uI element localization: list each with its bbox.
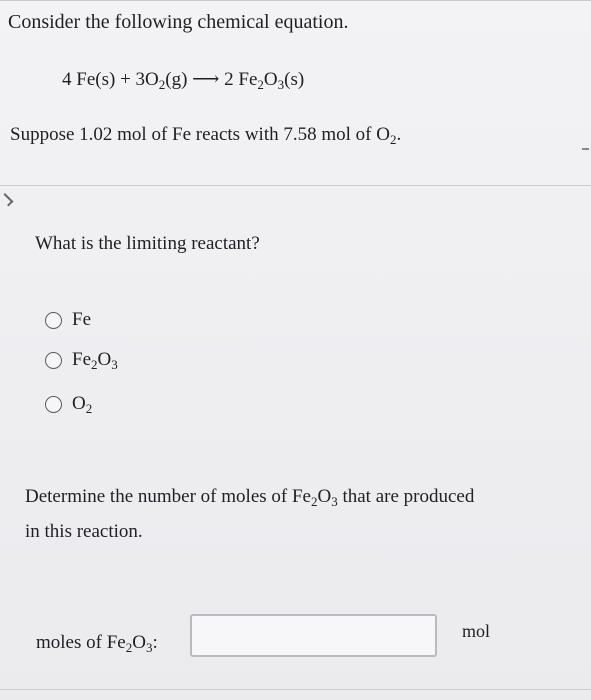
moles-question-sub2: 3: [331, 494, 338, 509]
suppose-statement: [10, 124, 402, 147]
section-divider: [0, 185, 591, 186]
answer-label-sub2: 3: [145, 640, 153, 655]
answer-label-text: moles of Fe: [36, 632, 126, 653]
option-o2-label: [72, 393, 92, 415]
coefficient-fe: 4: [62, 69, 72, 90]
moles-question-o: O: [317, 486, 332, 507]
option-fe2o3-label: [72, 349, 118, 371]
chevron-right-icon: [0, 193, 13, 206]
moles-question-line2: in this reaction.: [25, 521, 143, 542]
option-fe-text: Fe: [72, 309, 91, 330]
suppose-text: Suppose 1.02 mol of Fe reacts with 7.58 mol of O: [10, 124, 390, 145]
answer-label: [36, 632, 158, 655]
product-o-subscript: 3: [277, 77, 285, 92]
option-fe2o3[interactable]: [45, 348, 118, 372]
option-fe2o3-fe: Fe: [72, 349, 91, 370]
answer-label-colon: :: [152, 632, 158, 653]
answer-label-sub1: 2: [125, 640, 133, 655]
coefficient-o2: 3: [135, 69, 146, 90]
product-fe: Fe: [238, 69, 258, 90]
moles-question-line1: [25, 486, 475, 509]
edge-dash: [582, 148, 589, 150]
suppose-period: .: [396, 124, 402, 145]
prompt-text: Consider the following chemical equation.: [8, 11, 349, 33]
product-fe-subscript: 2: [257, 77, 264, 92]
radio-fe2o3[interactable]: [45, 352, 62, 369]
reactant-fe: Fe: [76, 69, 96, 90]
moles-answer-input[interactable]: [190, 614, 437, 657]
option-fe2o3-sub2: 3: [111, 357, 118, 372]
radio-o2[interactable]: [45, 396, 62, 413]
reactant-o2-state: (g): [165, 69, 188, 90]
option-fe-label: [72, 309, 91, 331]
option-o2-sub: 2: [85, 401, 93, 416]
unit-label: mol: [462, 621, 491, 641]
reactant-fe-state: (s): [95, 69, 116, 90]
option-fe2o3-o: O: [97, 349, 112, 370]
moles-question-after: that are produced: [337, 486, 475, 507]
option-o2[interactable]: [45, 392, 92, 416]
product-state: (s): [284, 69, 305, 90]
product-o: O: [263, 69, 278, 90]
option-fe[interactable]: [45, 308, 91, 332]
answer-label-o: O: [132, 632, 146, 653]
chemical-equation: [62, 69, 305, 92]
coefficient-product: 2: [224, 69, 234, 90]
top-divider: [0, 0, 591, 1]
plus-sign: +: [120, 69, 131, 90]
suppose-subscript: 2: [389, 132, 397, 147]
bottom-divider: [0, 689, 591, 690]
moles-question-text: Determine the number of moles of Fe: [25, 486, 311, 507]
reaction-arrow: ⟶: [192, 69, 220, 90]
option-o2-o: O: [72, 393, 86, 414]
moles-question-sub1: 2: [310, 494, 318, 509]
limiting-reactant-question: What is the limiting reactant?: [35, 233, 260, 254]
reactant-o: O: [145, 69, 159, 90]
reactant-o-subscript: 2: [158, 77, 166, 92]
radio-fe[interactable]: [45, 312, 62, 329]
option-fe2o3-sub1: 2: [91, 357, 98, 372]
